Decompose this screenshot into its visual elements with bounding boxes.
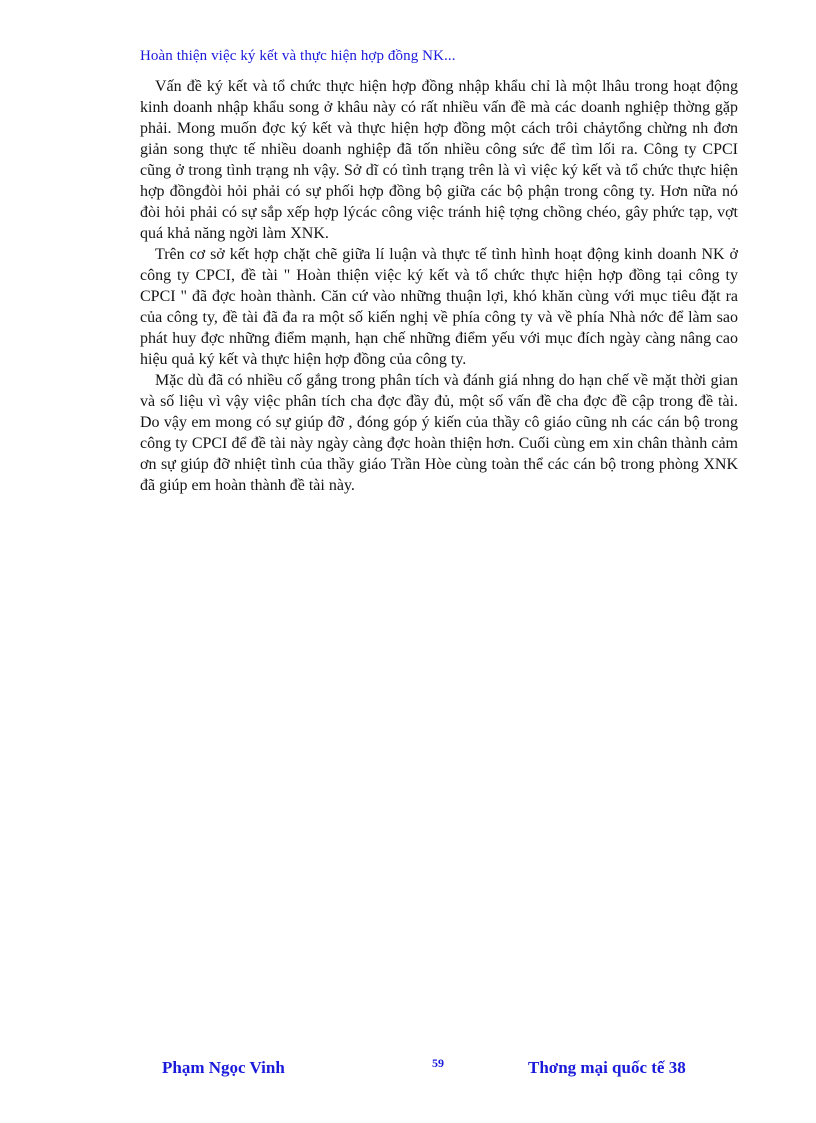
running-header-title: Hoàn thiện việc ký kết và thực hiện hợp đồng NK...: [140, 48, 456, 64]
paragraph-3: Mặc dù đã có nhiều cố gắng trong phân tích và đánh giá nhng do hạn chế về mặt thời gian và số liệu vì vậy việc phân tích cha đợc đầy đủ, một số vấn đề cha đợc đề cập trong đề tài. Do vậy em mong có sự giúp đỡ , đóng góp ý kiến của thầy cô giáo cũng nh các cán bộ trong công ty CPCI để đề tài này ngày càng đợc hoàn thiện hơn. Cuối cùng em xin chân thành cảm ơn sự giúp đỡ nhiệt tình của thầy giáo Trần Hòe cùng toàn thể các cán bộ trong phòng XNK đã giúp em hoàn thành đề tài này.: [140, 372, 738, 494]
page-number: 59: [432, 1056, 444, 1070]
page-footer: [0, 1056, 816, 1086]
body-text: [140, 76, 738, 496]
footer-class-label: Thơng mại quốc tế 38: [528, 1058, 686, 1077]
footer-author: Phạm Ngọc Vinh: [162, 1058, 285, 1077]
paragraph-2: Trên cơ sở kết hợp chặt chẽ giữa lí luận và thực tế tình hình hoạt động kinh doanh NK ở công ty CPCI, đề tài " Hoàn thiện việc ký kết và tổ chức thực hiện hợp đồng tại công ty CPCI " đã đợc hoàn thành. Căn cứ vào những thuận lợi, khó khăn cùng với mục tiêu đặt ra của công ty, đề tài đã đa ra một số kiến nghị về phía công ty và về phía Nhà nớc để làm sao phát huy đợc những điểm mạnh, hạn chế những điểm yếu với mục đích ngày càng nâng cao hiệu quả ký kết và thực hiện hợp đồng của công ty.: [140, 246, 738, 368]
paragraph-1: Vấn đề ký kết và tổ chức thực hiện hợp đồng nhập khẩu chỉ là một lhâu trong hoạt động kinh doanh nhập khẩu song ở khâu này có rất nhiều vấn đề mà các doanh nghiệp thờng gặp phải. Mong muốn đợc ký kết và thực hiện hợp đồng một cách trôi chảytổng chừng nh đơn giản song thực tế nhiều doanh nghiệp đã tốn nhiều công sức để tìm lối ra. Công ty CPCI cũng ở trong tình trạng nh vậy. Sở dĩ có tình trạng trên là vì việc ký kết và tổ chức thực hiện hợp đồngđòi hỏi phải có sự phối hợp đồng bộ giữa các bộ phận trong công ty. Hơn nữa nó đòi hỏi phải có sự sắp xếp hợp lýcác công việc tránh hiệ tợng chồng chéo, gây phức tạp, vợt quá khả năng ngời làm XNK.: [140, 78, 738, 242]
